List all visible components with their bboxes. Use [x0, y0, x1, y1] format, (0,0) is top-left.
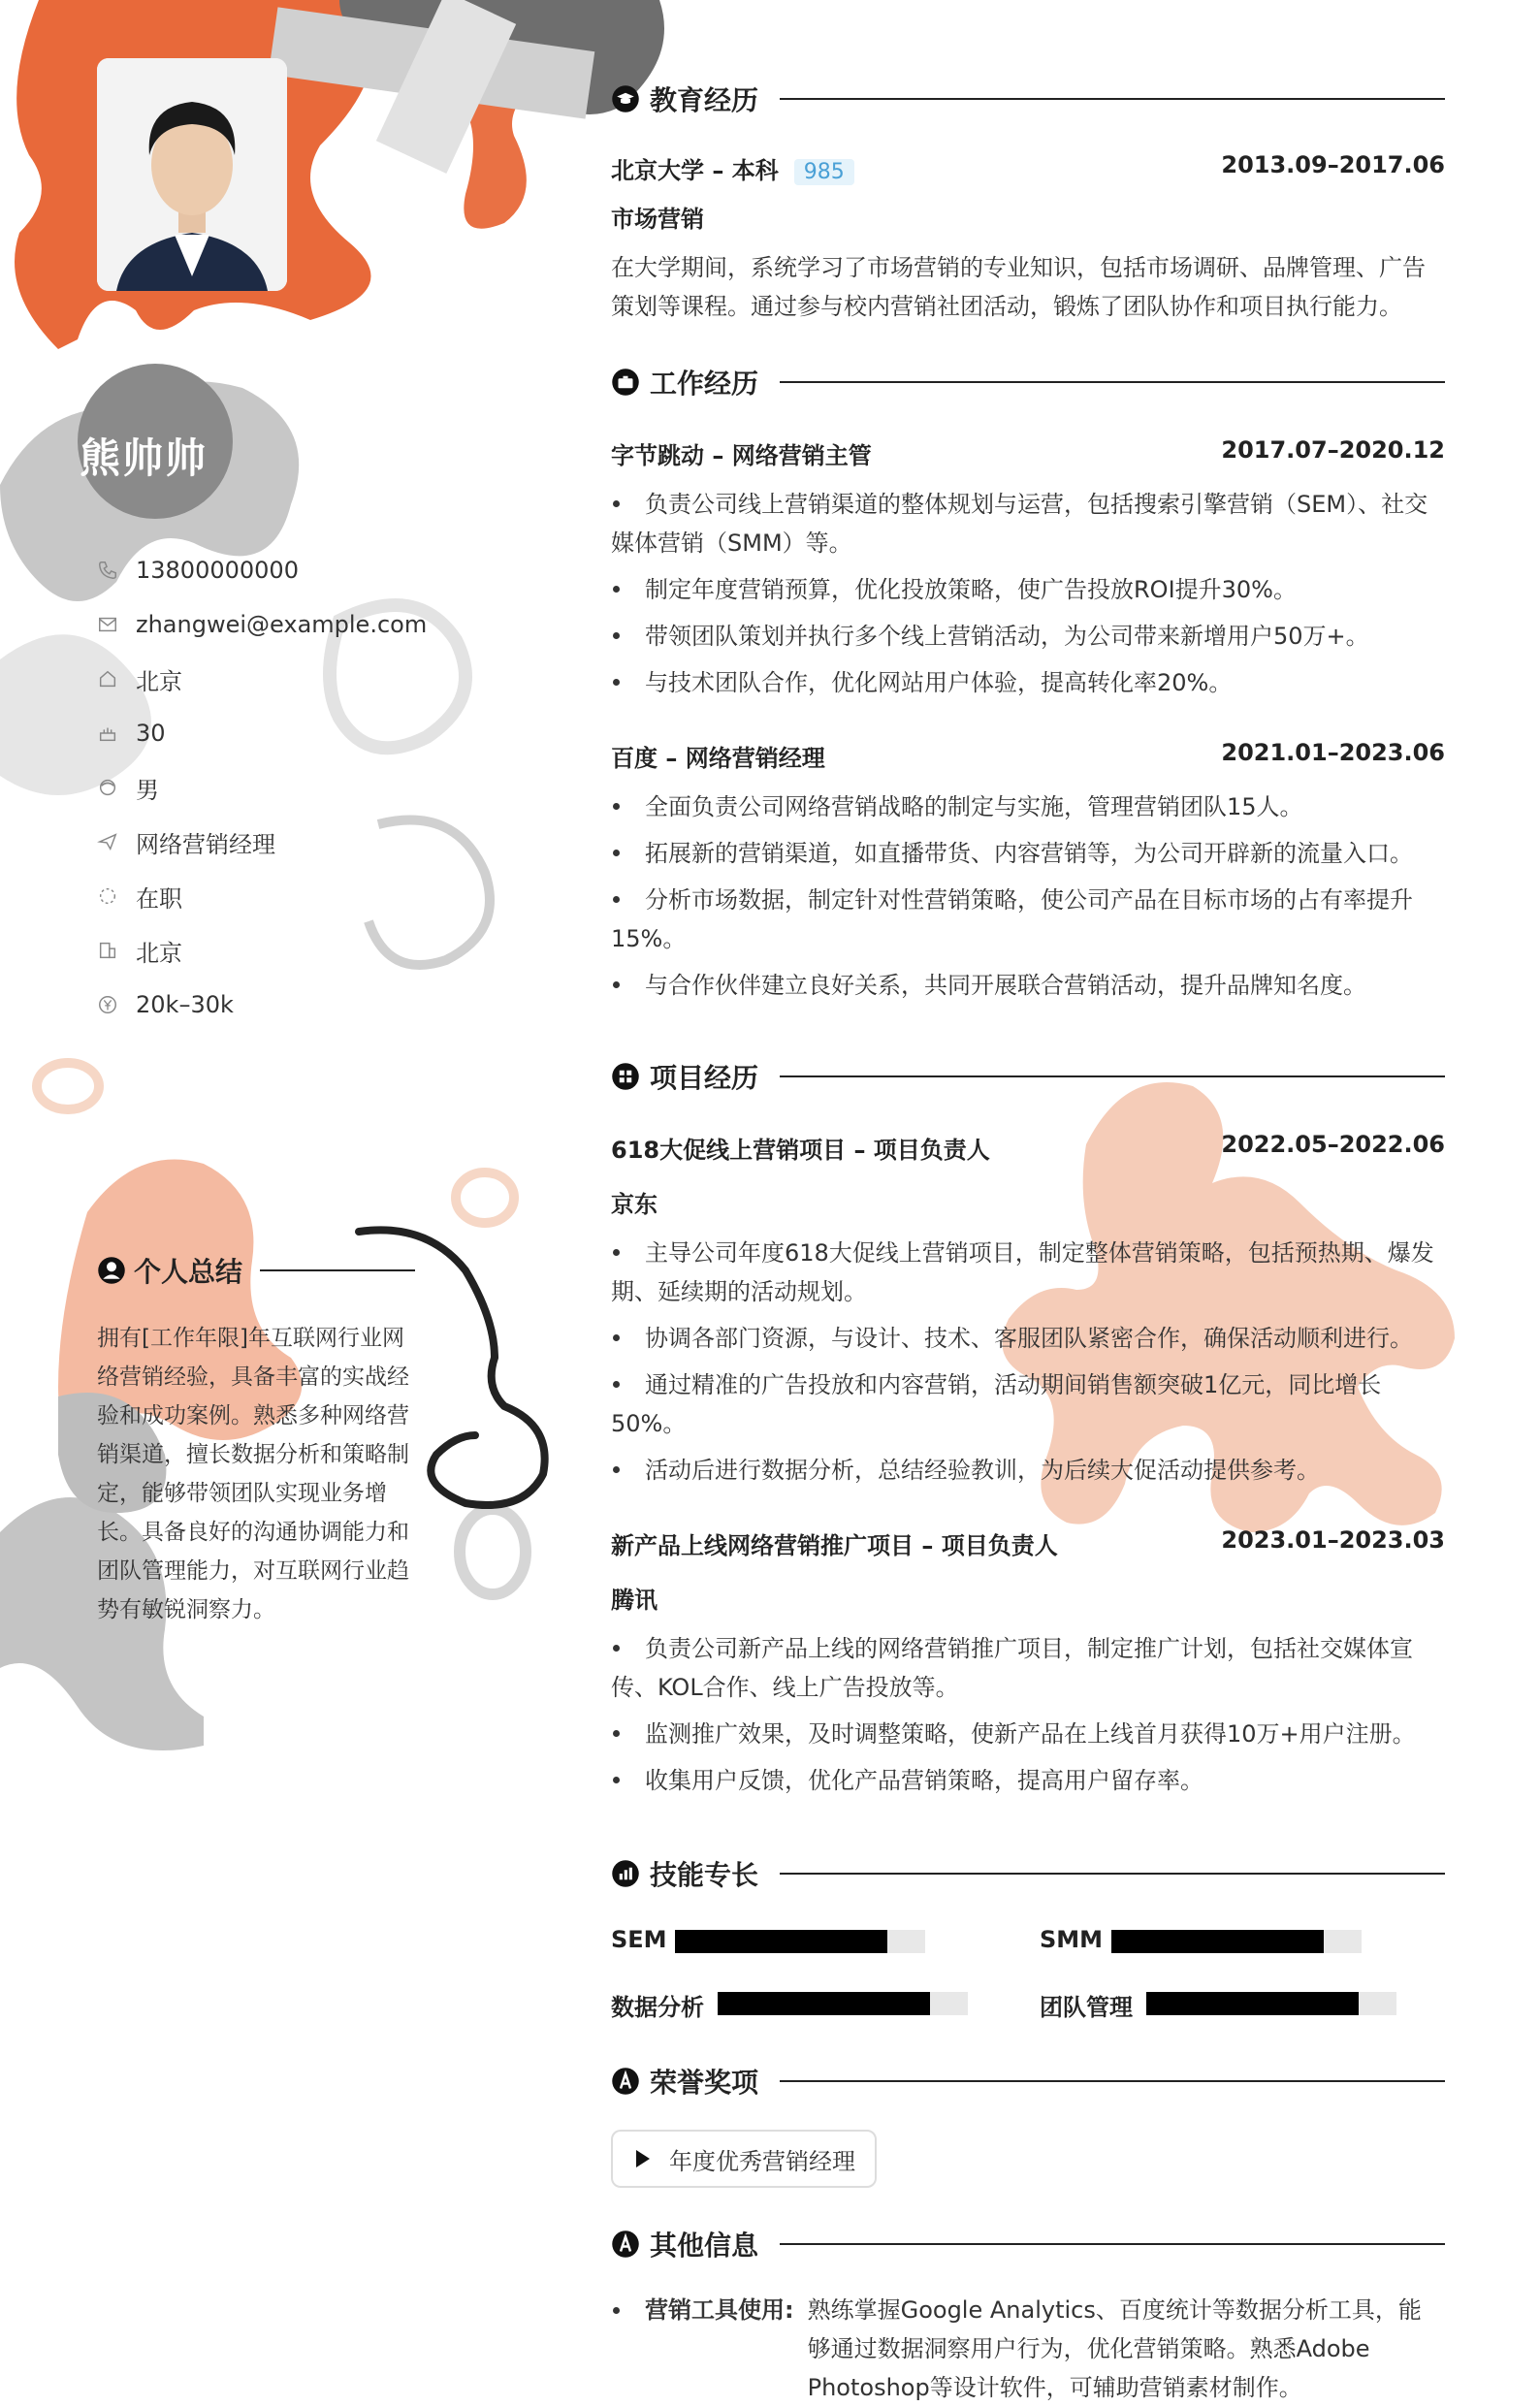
other-label: 营销工具使用: [645, 2296, 794, 2324]
project-1-bullet: 主导公司年度618大促线上营销项目，制定整体营销策略，包括预热期、爆发期、延续期的活动规划。 [611, 1239, 1434, 1305]
location-row [97, 652, 427, 706]
avatar [97, 58, 287, 291]
project-1-company: 京东 [611, 1191, 658, 1218]
education-major: 市场营销 [611, 206, 704, 233]
school-badge: 985 [794, 159, 854, 185]
work-divider [780, 381, 1445, 383]
skill-smm-label: SMM [1040, 1926, 1104, 1953]
play-icon [636, 2150, 650, 2167]
project-1-date: 2022.05–2022.06 [1221, 1131, 1445, 1158]
building-icon [97, 940, 118, 961]
briefcase-icon [611, 368, 640, 397]
salary-row [97, 978, 427, 1032]
skills-header [611, 1854, 1445, 1893]
project-1-bullet: 通过精准的广告投放和内容营销，活动期间销售额突破1亿元，同比增长50%。 [611, 1371, 1382, 1437]
project-2-row [611, 1526, 1445, 1560]
education-title: 教育经历 [650, 84, 759, 116]
skill-sem-fill [675, 1930, 887, 1953]
mail-icon [97, 614, 118, 635]
home-icon [97, 668, 118, 690]
job-2-row [611, 739, 1445, 773]
project-1-bullet: 活动后进行数据分析，总结经验教训，为后续大促活动提供参考。 [611, 1451, 1445, 1490]
job-1-bullet: 带领团队策划并执行多个线上营销活动，为公司带来新增用户50万+。 [611, 617, 1445, 656]
skill-smm-fill [1111, 1930, 1324, 1953]
contact-info [97, 543, 427, 1032]
grid-icon [611, 1062, 640, 1091]
project-2-bullet: 监测推广效果，及时调整策略，使新产品在上线首月获得10万+用户注册。 [611, 1715, 1445, 1753]
skill-team-label: 团队管理 [1040, 1994, 1133, 2021]
email-text: zhangwei@example.com [136, 611, 428, 638]
status-row [97, 869, 427, 923]
project-2-company: 腾讯 [611, 1587, 658, 1614]
skill-data-label: 数据分析 [611, 1994, 704, 2021]
project-2-bullet: 收集用户反馈，优化产品营销策略，提高用户留存率。 [611, 1761, 1445, 1800]
job-1-date: 2017.07–2020.12 [1221, 436, 1445, 464]
target-city-text: 北京 [136, 939, 182, 967]
project-1-row [611, 1131, 1445, 1165]
honors-header [611, 2062, 1445, 2101]
target-city-row [97, 923, 427, 978]
other-header [611, 2225, 1445, 2263]
job-target-text: 网络营销经理 [136, 830, 275, 858]
other-title: 其他信息 [650, 2230, 759, 2262]
gender-text: 男 [136, 776, 159, 804]
job-2-bullet: 拓展新的营销渠道，如直播带货、内容营销等，为公司开辟新的流量入口。 [611, 834, 1445, 873]
skill-smm-bar [1111, 1930, 1362, 1953]
project-2-date: 2023.01–2023.03 [1221, 1526, 1445, 1554]
chart-icon [611, 1859, 640, 1888]
graduation-icon [611, 84, 640, 113]
skill-data-fill [718, 1992, 930, 2015]
projects-divider [780, 1075, 1445, 1077]
peach-ring-2 [456, 1172, 514, 1223]
candidate-name: 熊帅帅 [80, 434, 209, 482]
gray-ring [460, 1509, 526, 1594]
project-2-bullet: 负责公司新产品上线的网络营销推广项目，制定推广计划，包括社交媒体宣传、KOL合作、线上广告投放等。 [611, 1635, 1413, 1701]
skill-sem-bar [675, 1930, 925, 1953]
phone-text: 13800000000 [136, 557, 299, 584]
status-text: 在职 [136, 884, 182, 913]
peach-ring-1 [37, 1063, 99, 1109]
send-icon [97, 831, 118, 852]
education-desc: 在大学期间，系统学习了市场营销的专业知识，包括市场调研、品牌管理、广告策划等课程。通过参与校内营销社团活动，锻炼了团队协作和项目执行能力。 [611, 254, 1426, 320]
work-header [611, 363, 1445, 401]
age-text: 30 [136, 720, 166, 747]
phone-icon [97, 560, 118, 581]
skill-data-bar [718, 1992, 968, 2015]
education-header [611, 80, 1445, 118]
email-row [97, 597, 427, 652]
job-2-date: 2021.01–2023.06 [1221, 739, 1445, 766]
education-divider [780, 98, 1445, 100]
honors-title: 荣誉奖项 [650, 2067, 759, 2099]
job-2-bullet: 与合作伙伴建立良好关系，共同开展联合营销活动，提升品牌知名度。 [611, 966, 1445, 1005]
job-1-bullet: 与技术团队合作，优化网站用户体验，提高转化率20%。 [611, 663, 1445, 702]
phone-row [97, 543, 427, 597]
skills-divider [780, 1873, 1445, 1875]
education-date: 2013.09–2017.06 [1221, 151, 1445, 178]
project-1-header: 618大促线上营销项目 – 项目负责人 [611, 1137, 990, 1164]
job-2-header: 百度 – 网络营销经理 [611, 745, 825, 772]
profile-photo [97, 58, 287, 291]
skills-title: 技能专长 [650, 1859, 759, 1891]
skill-team-bar [1146, 1992, 1396, 2015]
job-1-bullet: 制定年度营销预算，优化投放策略，使广告投放ROI提升30%。 [611, 570, 1445, 609]
skill-sem-label: SEM [611, 1926, 667, 1953]
summary-header [97, 1251, 415, 1290]
other-text: 熟练掌握Google Analytics、百度统计等数据分析工具，能够通过数据洞察用户行为，优化营销策略。熟悉Adobe Photoshop等设计软件，可辅助营销素材制作。 [807, 2296, 1422, 2401]
job-2-bullet: 全面负责公司网络营销战略的制定与实施，管理营销团队15人。 [611, 787, 1445, 826]
age-row [97, 706, 427, 760]
school-name: 北京大学 – 本科 [611, 157, 779, 184]
award-icon [611, 2067, 640, 2096]
gender-row [97, 760, 427, 815]
other-item [611, 2291, 1445, 2407]
honors-divider [780, 2080, 1445, 2082]
award-item [611, 2130, 877, 2188]
face-icon [97, 777, 118, 798]
award-text: 年度优秀营销经理 [669, 2147, 855, 2175]
project-2-header: 新产品上线网络营销推广项目 – 项目负责人 [611, 1532, 1058, 1559]
loading-icon [97, 885, 118, 907]
summary-text: 拥有[工作年限]年互联网行业网络营销经验，具备丰富的实战经验和成功案例。熟悉多种网络营销渠道，擅长数据分析和策略制定，能够带领团队实现业务增长。具备良好的沟通协调能力和团队管理能力，对互联网行业趋势有敏锐洞察力。 [97, 1326, 409, 1622]
user-icon [97, 1256, 126, 1285]
projects-header [611, 1057, 1445, 1096]
school-line [611, 151, 854, 185]
other-divider [780, 2243, 1445, 2245]
job-target-row [97, 815, 427, 869]
education-row [611, 151, 1445, 185]
summary-title: 个人总结 [134, 1256, 243, 1288]
yen-icon [97, 994, 118, 1015]
info-icon [611, 2230, 640, 2259]
job-1-row [611, 436, 1445, 470]
job-1-header: 字节跳动 – 网络营销主管 [611, 442, 872, 469]
skill-team-fill [1146, 1992, 1359, 2015]
cake-icon [97, 722, 118, 744]
location-text: 北京 [136, 667, 182, 695]
summary-divider [260, 1269, 415, 1271]
project-1-bullet: 协调各部门资源，与设计、技术、客服团队紧密合作，确保活动顺利进行。 [611, 1319, 1445, 1358]
work-title: 工作经历 [650, 368, 759, 400]
job-2-bullet: 分析市场数据，制定针对性营销策略，使公司产品在目标市场的占有率提升15%。 [611, 886, 1413, 952]
salary-text: 20k–30k [136, 991, 234, 1018]
job-1-bullet: 负责公司线上营销渠道的整体规划与运营，包括搜索引擎营销（SEM）、社交媒体营销（SMM）等。 [611, 491, 1428, 557]
projects-title: 项目经历 [650, 1062, 759, 1094]
